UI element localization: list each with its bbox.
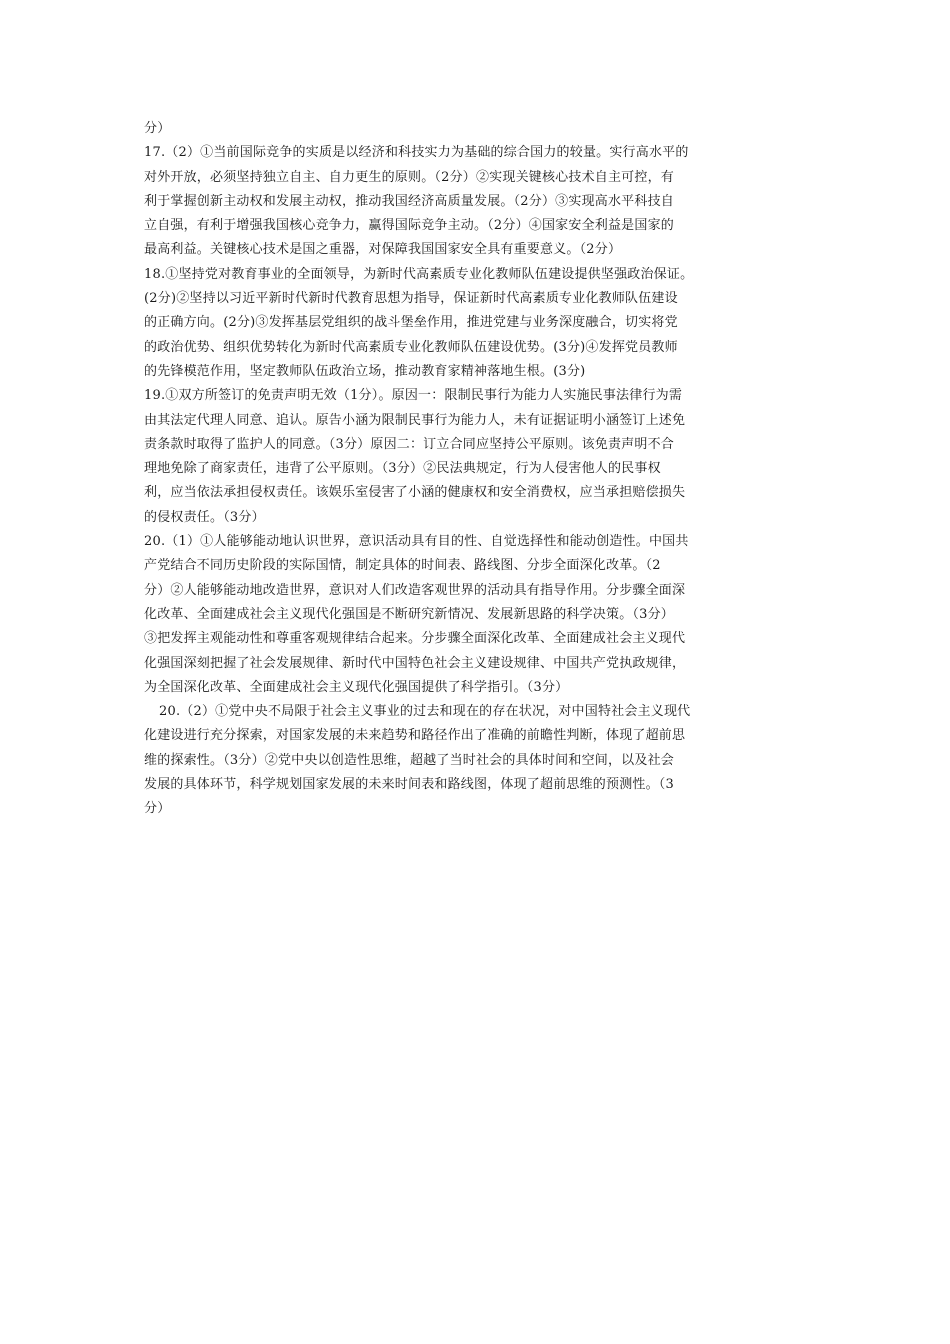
text-line: 由其法定代理人同意、追认。原告小涵为限制民事行为能力人，未有证据证明小涵签订上述免 bbox=[144, 412, 686, 428]
text-line: 的侵权责任。（3分） bbox=[144, 509, 265, 525]
text-line: 利，应当依法承担侵权责任。该娱乐室侵害了小涵的健康权和安全消费权，应当承担赔偿损失 bbox=[144, 485, 686, 501]
text-line: 的正确方向。(2分)③发挥基层党组织的战斗堡垒作用，推进党建与业务深度融合，切实将党 bbox=[144, 315, 678, 331]
text-line-q18: 18.①坚持党对教育事业的全面领导，为新时代高素质专业化教师队伍建设提供坚强政治保证。 bbox=[144, 266, 694, 282]
answer-text-block bbox=[144, 117, 804, 822]
text-line: 化建设进行充分探索，对国家发展的未来趋势和路径作出了准确的前瞻性判断，体现了超前思 bbox=[144, 728, 686, 744]
text-line: 的先锋模范作用，坚定教师队伍政治立场，推动教育家精神落地生根。(3分) bbox=[144, 363, 586, 379]
text-line-q20-2: 20.（2）①党中央不局限于社会主义事业的过去和现在的存在状况，对中国特社会主义现代 bbox=[159, 704, 691, 720]
text-line: 维的探索性。（3分）②党中央以创造性思维，超越了当时社会的具体时间和空间，以及社会 bbox=[144, 752, 674, 768]
text-line: 利于掌握创新主动权和发展主动权，推动我国经济高质量发展。（2分）③实现高水平科技自 bbox=[144, 193, 674, 209]
text-line-q20-1: 20.（1）①人能够能动地认识世界，意识活动具有目的性、自觉选择性和能动创造性。中国共 bbox=[144, 534, 689, 550]
text-line: 化改革、全面建成社会主义现代化强国是不断研究新情况、发展新思路的科学决策。（3分） bbox=[144, 606, 674, 622]
text-line: 理地免除了商家责任，违背了公平原则。（3分）②民法典规定，行为人侵害他人的民事权 bbox=[144, 461, 661, 477]
text-line: 的政治优势、组织优势转化为新时代高素质专业化教师队伍建设优势。(3分)④发挥党员教师 bbox=[144, 339, 678, 355]
text-line: 最高利益。关键核心技术是国之重器，对保障我国国家安全具有重要意义。（2分） bbox=[144, 242, 622, 258]
text-line: 责条款时取得了监护人的同意。（3分）原因二：订立合同应坚持公平原则。该免责声明不合 bbox=[144, 436, 674, 452]
text-line: (2分)②坚持以习近平新时代新时代教育思想为指导，保证新时代高素质专业化教师队伍建设 bbox=[144, 291, 678, 307]
text-line: 产党结合不同历史阶段的实际国情，制定具体的时间表、路线图、分步全面深化改革。（2 bbox=[144, 558, 661, 574]
text-line: 立自强，有利于增强我国核心竞争力，赢得国际竞争主动。（2分）④国家安全利益是国家的 bbox=[144, 218, 674, 234]
text-line: 发展的具体环节，科学规划国家发展的未来时间表和路线图，体现了超前思维的预测性。（3 bbox=[144, 777, 674, 793]
text-line: 为全国深化改革、全面建成社会主义现代化强国提供了科学指引。（3分） bbox=[144, 679, 569, 695]
text-line-q19: 19.①双方所签订的免责声明无效（1分）。原因一：限制民事行为能力人实施民事法律行为需 bbox=[144, 388, 683, 404]
text-line: ③把发挥主观能动性和尊重客观规律结合起来。分步骤全面深化改革、全面建成社会主义现代 bbox=[144, 631, 686, 647]
text-line: 分）②人能够能动地改造世界，意识对人们改造客观世界的活动具有指导作用。分步骤全面深 bbox=[144, 582, 686, 598]
text-line: 化强国深刻把握了社会发展规律、新时代中国特色社会主义建设规律、中国共产党执政规律， bbox=[144, 655, 686, 671]
text-line: 对外开放，必须坚持独立自主、自力更生的原则。（2分）②实现关键核心技术自主可控，有 bbox=[144, 169, 674, 185]
text-line: 分） bbox=[144, 121, 171, 136]
text-line-q17: 17.（2）①当前国际竞争的实质是以经济和科技实力为基础的综合国力的较量。实行高水平的 bbox=[144, 145, 689, 161]
text-line: 分） bbox=[144, 801, 171, 817]
